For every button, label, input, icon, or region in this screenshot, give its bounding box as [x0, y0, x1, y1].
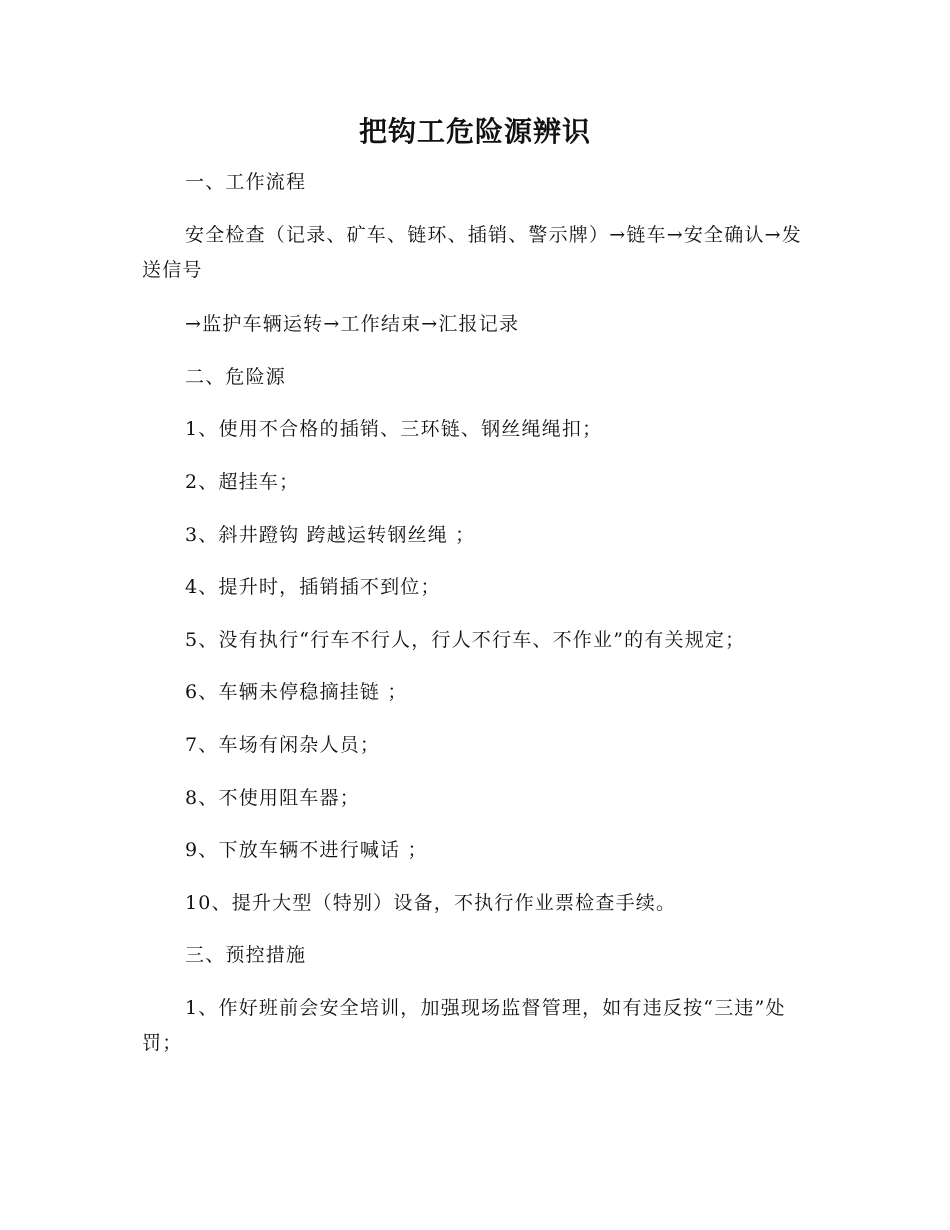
hazard-item-4: 4、提升时，插销插不到位；: [185, 576, 441, 598]
hazard-item-7: 7、车场有闲杂人员；: [185, 734, 381, 756]
hazard-item-6: 6、车辆未停稳摘挂链 ；: [185, 681, 408, 703]
hazard-item-5: 5、没有执行“行车不行人，行人不行车、不作业”的有关规定；: [185, 629, 746, 651]
hazard-item-8: 8、不使用阻车器；: [185, 787, 360, 809]
hazard-item-3: 3、斜井蹬钩 跨越运转钢丝绳 ；: [185, 524, 476, 546]
control-item-1: 1、作好班前会安全培训，加强现场监督管理，如有违反按“三违”处罚；: [142, 997, 786, 1054]
hazard-item-1: 1、使用不合格的插销、三环链、钢丝绳绳扣；: [185, 418, 603, 440]
section-heading-hazards: 二、危险源: [185, 366, 287, 388]
workflow-step-1: 安全检查（记录、矿车、链环、插销、警示牌）→链车→安全确认→发送信号: [142, 224, 802, 281]
hazard-item-2: 2、超挂车；: [185, 471, 300, 493]
hazard-item-10: 10、提升大型（特别）设备，不执行作业票检查手续。: [185, 892, 677, 914]
hazard-item-9: 9、下放车辆不进行喊话 ；: [185, 839, 428, 861]
document-title: 把钩工危险源辨识: [358, 115, 591, 148]
workflow-step-2: →监护车辆运转→工作结束→汇报记录: [185, 313, 520, 335]
section-heading-controls: 三、预控措施: [185, 944, 307, 966]
section-heading-workflow: 一、工作流程: [185, 171, 307, 193]
